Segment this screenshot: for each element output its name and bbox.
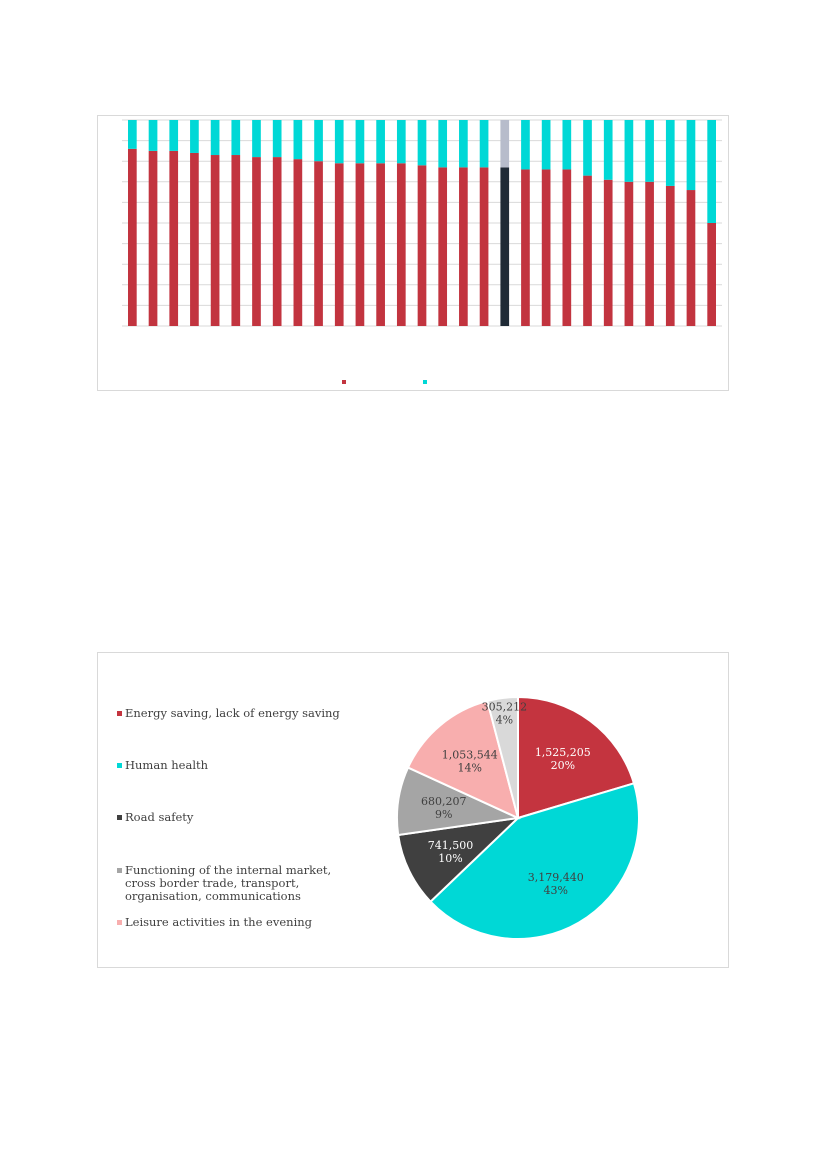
legend-label: Human health — [125, 758, 209, 772]
bar-segment-series1 — [273, 157, 282, 326]
bar-segment-series2 — [438, 120, 447, 167]
bar-segment-series1 — [169, 151, 178, 326]
bar-segment-series2 — [190, 120, 199, 153]
stacked-bar-chart — [97, 115, 729, 391]
bar-segment-series1 — [645, 182, 654, 326]
bar-segment-series2 — [397, 120, 406, 163]
bar-segment-series2 — [542, 120, 551, 169]
legend-label: Functioning of the internal market, cross border trade, transport, organisation, communications — [125, 863, 332, 903]
bar-segment-series2 — [335, 120, 344, 163]
slice-percent-label: 20% — [550, 758, 576, 772]
bar-segment-series1 — [562, 169, 571, 326]
bar-segment-series2 — [459, 120, 468, 167]
bar-segment-series1 — [252, 157, 261, 326]
bar-segment-series1 — [314, 161, 323, 326]
legend-label: Road safety — [125, 810, 194, 824]
bar-segment-series2 — [128, 120, 137, 149]
bar-segment-series2 — [562, 120, 571, 169]
bar-segment-series1 — [707, 223, 716, 326]
bar-segment-series2 — [418, 120, 427, 165]
bar-segment-series1 — [480, 167, 489, 326]
bar-segment-series1 — [397, 163, 406, 326]
slice-percent-label: 14% — [457, 761, 482, 775]
legend-label: Leisure activities in the evening — [125, 915, 313, 929]
bar-segment-series2 — [356, 120, 365, 163]
bar-segment-series1 — [438, 167, 447, 326]
bar-segment-series2 — [376, 120, 385, 163]
bar-segment-series2 — [149, 120, 158, 151]
bar-segment-series2 — [666, 120, 675, 186]
bar-segment-series1 — [149, 151, 158, 326]
bar-segment-series2 — [707, 120, 716, 223]
bar-segment-series1 — [356, 163, 365, 326]
bar-segment-series2 — [521, 120, 530, 169]
bar-segment-series1 — [666, 186, 675, 326]
bar-segment-series2 — [583, 120, 592, 176]
legend-swatch-series1 — [342, 380, 346, 384]
bar-segment-series2 — [625, 120, 634, 182]
bar-segment-series1 — [211, 155, 220, 326]
slice-percent-label: 43% — [543, 883, 568, 897]
slice-value-label: 3,179,440 — [527, 870, 584, 884]
bar-segment-series2 — [687, 120, 696, 190]
pie-chart — [97, 652, 729, 968]
bar-segment-series1 — [190, 153, 199, 326]
bar-segment-series1 — [500, 167, 509, 326]
legend-label: Energy saving, lack of energy saving — [125, 706, 340, 720]
bar-segment-series1 — [459, 167, 468, 326]
pie-chart-canvas — [98, 653, 728, 967]
bar-segment-series1 — [687, 190, 696, 326]
bar-segment-series2 — [231, 120, 240, 155]
slice-value-label: 1,053,544 — [441, 748, 498, 762]
bar-segment-series1 — [604, 180, 613, 326]
bar-segment-series1 — [583, 176, 592, 326]
bar-segment-series1 — [128, 149, 137, 326]
slice-percent-label: 10% — [438, 851, 463, 865]
bar-segment-series1 — [294, 159, 303, 326]
slice-value-label: 1,525,205 — [534, 745, 591, 759]
slice-value-label: 741,500 — [427, 838, 474, 852]
slice-percent-label: 9% — [435, 808, 453, 822]
bar-segment-series2 — [500, 120, 509, 167]
bar-segment-series2 — [273, 120, 282, 157]
slice-value-label: 305,212 — [481, 700, 528, 714]
bar-segment-series2 — [645, 120, 654, 182]
slice-percent-label: 4% — [495, 713, 514, 727]
bar-segment-series2 — [211, 120, 220, 155]
bar-segment-series1 — [521, 169, 530, 326]
bar-segment-series2 — [314, 120, 323, 161]
bar-segment-series1 — [335, 163, 344, 326]
bar-segment-series1 — [376, 163, 385, 326]
bar-segment-series1 — [231, 155, 240, 326]
bar-chart-canvas — [98, 116, 728, 390]
bar-segment-series2 — [480, 120, 489, 167]
bar-segment-series1 — [542, 169, 551, 326]
slice-value-label: 680,207 — [421, 795, 467, 809]
bar-segment-series1 — [625, 182, 634, 326]
bar-segment-series2 — [169, 120, 178, 151]
legend-swatch-series2 — [423, 380, 427, 384]
bar-segment-series1 — [418, 165, 427, 326]
bar-segment-series2 — [294, 120, 303, 159]
bar-segment-series2 — [252, 120, 261, 157]
bar-segment-series2 — [604, 120, 613, 180]
